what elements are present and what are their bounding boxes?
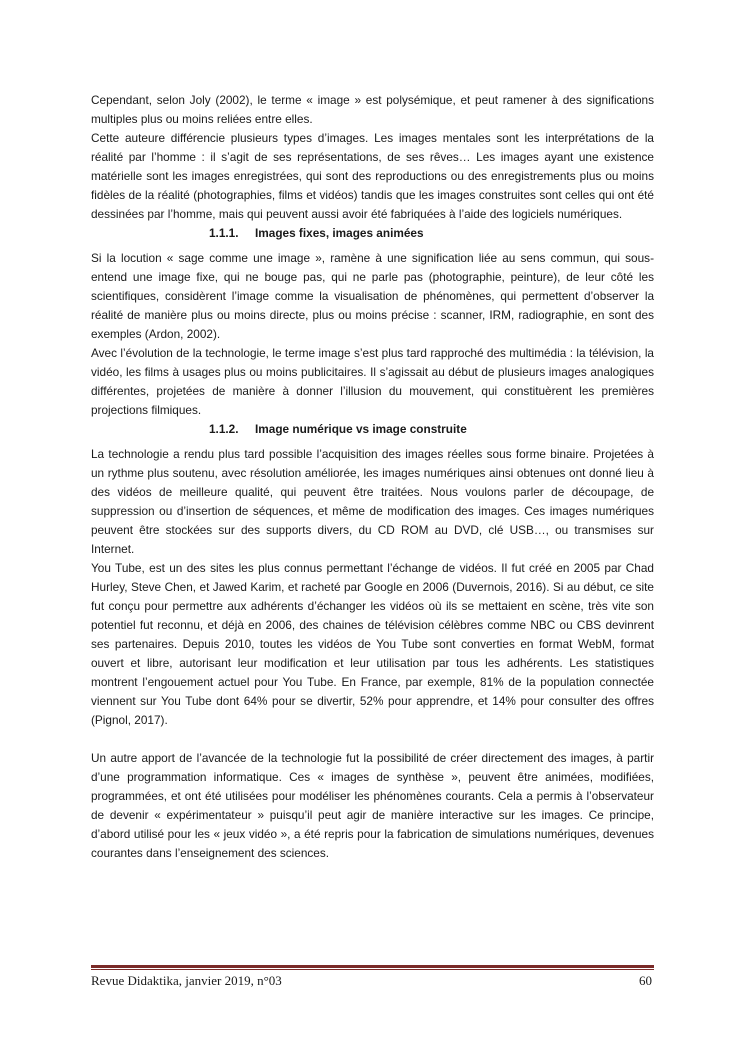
paragraph: La technologie a rendu plus tard possible l’acquisition des images réelles sous forme binaire. Projetées à un rythme plus soutenu, avec résolution améliorée, les images numériques ainsi obtenues ont donné lieu à des vidéos de meilleure qualité, qui peuvent être traitées. Nous voulons parler de découpage, de suppression ou d’insertion de séquences, et même de modification des images. Ces images numériques peuvent être stockées sur des supports divers, du CD ROM au DVD, clé USB…, ou transmises sur Internet. — [91, 447, 654, 556]
paragraph: Avec l’évolution de la technologie, le terme image s’est plus tard rapproché des multimédia : la télévision, la vidéo, les films à usages plus ou moins publicitaires. Il s’agissait au début de plusieurs images analogiques différentes, projetées de manière à donner l’illusion du mouvement, qui constituèrent les premières projections filmiques. — [91, 346, 654, 417]
section-number: 1.1.2. — [209, 422, 239, 436]
page-footer — [91, 973, 654, 989]
section-number: 1.1.1. — [209, 226, 239, 240]
section-heading — [209, 420, 654, 439]
journal-citation: Revue Didaktika, janvier 2019, n°03 — [91, 973, 282, 988]
section-heading — [209, 224, 654, 243]
paragraph: Cependant, selon Joly (2002), le terme « image » est polysémique, et peut ramener à des significations multiples plus ou moins reliées entre elles. — [91, 93, 654, 126]
section-title: Images fixes, images animées — [255, 226, 424, 240]
paragraph: Si la locution « sage comme une image », ramène à une signification liée au sens commun, qui sous-entend une image fixe, qui ne bouge pas, qui ne parle pas (photographie, peinture), de leur côté les scientifiques, considèrent l’image comme la visualisation de phénomènes, qui permettent d’observer la réalité de manière plus ou moins directe, plus ou moins précise : scanner, IRM, radiographie, en sont des exemples (Ardon, 2002). — [91, 251, 654, 341]
paragraph: Un autre apport de l’avancée de la technologie fut la possibilité de créer directement des images, à partir d’une programmation informatique. Ces « images de synthèse », peuvent être animées, modifiées, programmées, et ont été utilisées pour modéliser les phénomènes courants. Cela a permis à l’observateur de devenir « expérimentateur » puisqu’il peut agir de manière interactive sur les images. Ce principe, d’abord utilisé pour les « jeux vidéo », a été repris pour la fabrication de simulations numériques, devenues courantes dans l’enseignement des sciences. — [91, 751, 654, 860]
section-title: Image numérique vs image construite — [255, 422, 467, 436]
paragraph: You Tube, est un des sites les plus connus permettant l’échange de vidéos. Il fut créé en 2005 par Chad Hurley, Steve Chen, et Jawed Karim, et racheté par Google en 2006 (Duvernois, 2016). Si au début, ce site fut conçu pour permettre aux adhérents d’échanger les vidéos où ils se mettaient en scène, très vite son potentiel fut reconnu, et déjà en 2006, des chaines de télévision célèbres comme NBC ou CBS devinrent ses partenaires. Depuis 2010, toutes les vidéos de You Tube sont converties en format WebM, format ouvert et libre, autorisant leur modification et leur utilisation par tous les adhérents. Les statistiques montrent l’engouement actuel pour You Tube. En France, par exemple, 81% de la population connectée viennent sur You Tube dont 64% pour se divertir, 52% pour apprendre, et 14% pour consulter des offres (Pignol, 2017). — [91, 561, 654, 727]
paragraph: Cette auteure différencie plusieurs types d’images. Les images mentales sont les interprétations de la réalité par l’homme : il s’agit de ses représentations, de ses rêves… Les images ayant une existence matérielle sont les images enregistrées, qui sont des reproductions ou des enregistrements plus ou moins fidèles de la réalité (photographies, films et vidéos) tandis que les images construites sont celles qui ont été dessinées par l’homme, mais qui peuvent aussi avoir été fabriquées à l’aide des logiciels numériques. — [91, 131, 654, 221]
page-number: 60 — [639, 973, 652, 988]
footer-divider-thin — [91, 969, 654, 970]
article-body — [91, 91, 654, 863]
footer-divider — [91, 965, 654, 968]
